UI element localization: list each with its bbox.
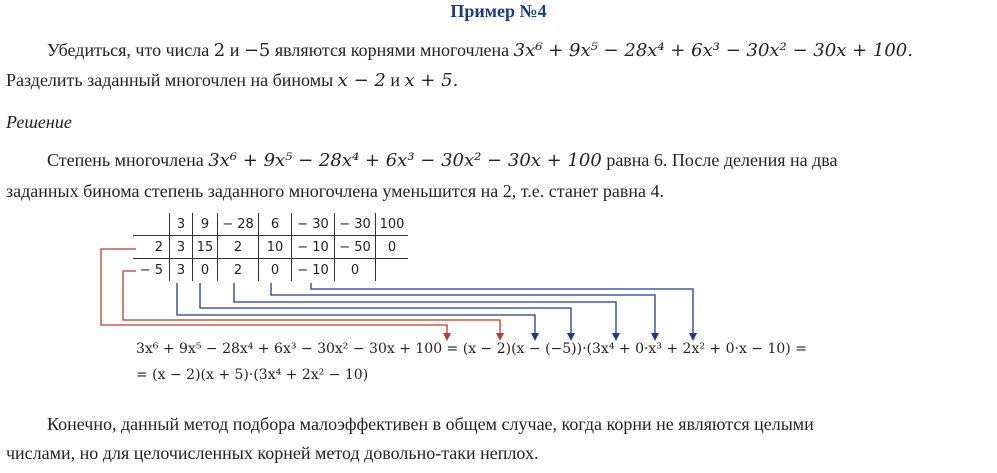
horner-cell: 6 — [259, 213, 292, 236]
polynomial: 3x⁶ + 9x⁵ − 28x⁴ + 6x³ − 30x² − 30x + 100. — [513, 40, 913, 61]
horner-cell: 0 — [193, 259, 218, 282]
para3-line2: числами, но для целочисленных корней метод довольно-таки неплох. — [6, 443, 539, 463]
para2-text-b: равна 6. После деления на два — [606, 150, 838, 170]
blue-arrowhead — [612, 333, 620, 341]
horner-cell: 0 — [335, 259, 376, 282]
red-arrow-root-2 — [101, 249, 447, 338]
para2-text-a: Степень многочлена — [47, 150, 204, 170]
blue-arrowhead — [651, 333, 659, 341]
conj2: и — [390, 70, 400, 90]
horner-cell: − 10 — [292, 259, 335, 282]
horner-cell: − 10 — [292, 236, 335, 259]
blue-arrow-coef-0b — [271, 283, 655, 338]
horner-cell: 3 — [170, 236, 193, 259]
horner-cell: 2 — [218, 259, 259, 282]
horner-cell: − 30 — [292, 213, 335, 236]
factorization-line-2: = (x − 2)(x + 5)·(3x⁴ + 2x² − 10) — [136, 367, 369, 383]
para2-line2: заданных бинома степень заданного многочлена уменьшится на 2, т.е. станет равна 4. — [6, 181, 664, 201]
red-arrowhead — [496, 333, 504, 341]
horner-cell: 2 — [218, 236, 259, 259]
blue-arrow-coef-0a — [200, 283, 571, 338]
horner-cell: 10 — [259, 236, 292, 259]
blue-arrow-coef-3 — [177, 283, 535, 338]
red-arrowhead — [443, 333, 451, 341]
horner-cell: 3 — [170, 213, 193, 236]
blue-arrowhead — [567, 333, 575, 341]
para1-text2: являются корнями многочлена — [274, 40, 510, 60]
red-arrow-root-minus-5 — [123, 271, 500, 338]
para1-line2-text: Разделить заданный многочлен на биномы — [6, 70, 334, 90]
horner-cell: 3 — [170, 259, 193, 282]
conj: и — [229, 40, 240, 60]
horner-cell: − 50 — [335, 236, 376, 259]
blue-arrowhead — [689, 333, 697, 341]
blue-arrow-coef-minus-10 — [311, 283, 693, 338]
para2-polynomial: 3x⁶ + 9x⁵ − 28x⁴ + 6x³ − 30x² − 30x + 100 — [208, 150, 602, 171]
para1-text: Убедиться, что числа — [47, 40, 210, 60]
page-title: Пример №4 — [450, 1, 547, 21]
solution-heading: Решение — [6, 112, 72, 132]
horner-cell: − 30 — [335, 213, 376, 236]
horner-root-cell: 2 — [133, 236, 170, 259]
horner-cell: 100 — [376, 213, 409, 236]
horner-root-cell: − 5 — [133, 259, 170, 282]
horner-cell: 0 — [259, 259, 292, 282]
horner-cell: 0 — [376, 236, 409, 259]
horner-cell: 9 — [193, 213, 218, 236]
factorization-line-1: 3x⁶ + 9x⁵ − 28x⁴ + 6x³ − 30x² − 30x + 100 = (x − 2)(x − (−5))·(3x⁴ + 0·x³ + 2x² + 0·x − 10) = — [136, 341, 807, 357]
horner-cell: 15 — [193, 236, 218, 259]
binomial-1: x − 2 — [337, 70, 386, 91]
para3-line1: Конечно, данный метод подбора малоэффективен в общем случае, когда корни не являются целыми — [47, 414, 814, 434]
root-two: 2 — [213, 40, 226, 61]
root-minus-five: −5 — [243, 40, 271, 61]
blue-arrow-coef-2 — [234, 283, 616, 338]
binomial-2: x + 5. — [404, 70, 459, 91]
blue-arrowhead — [531, 333, 539, 341]
horner-cell: − 28 — [218, 213, 259, 236]
